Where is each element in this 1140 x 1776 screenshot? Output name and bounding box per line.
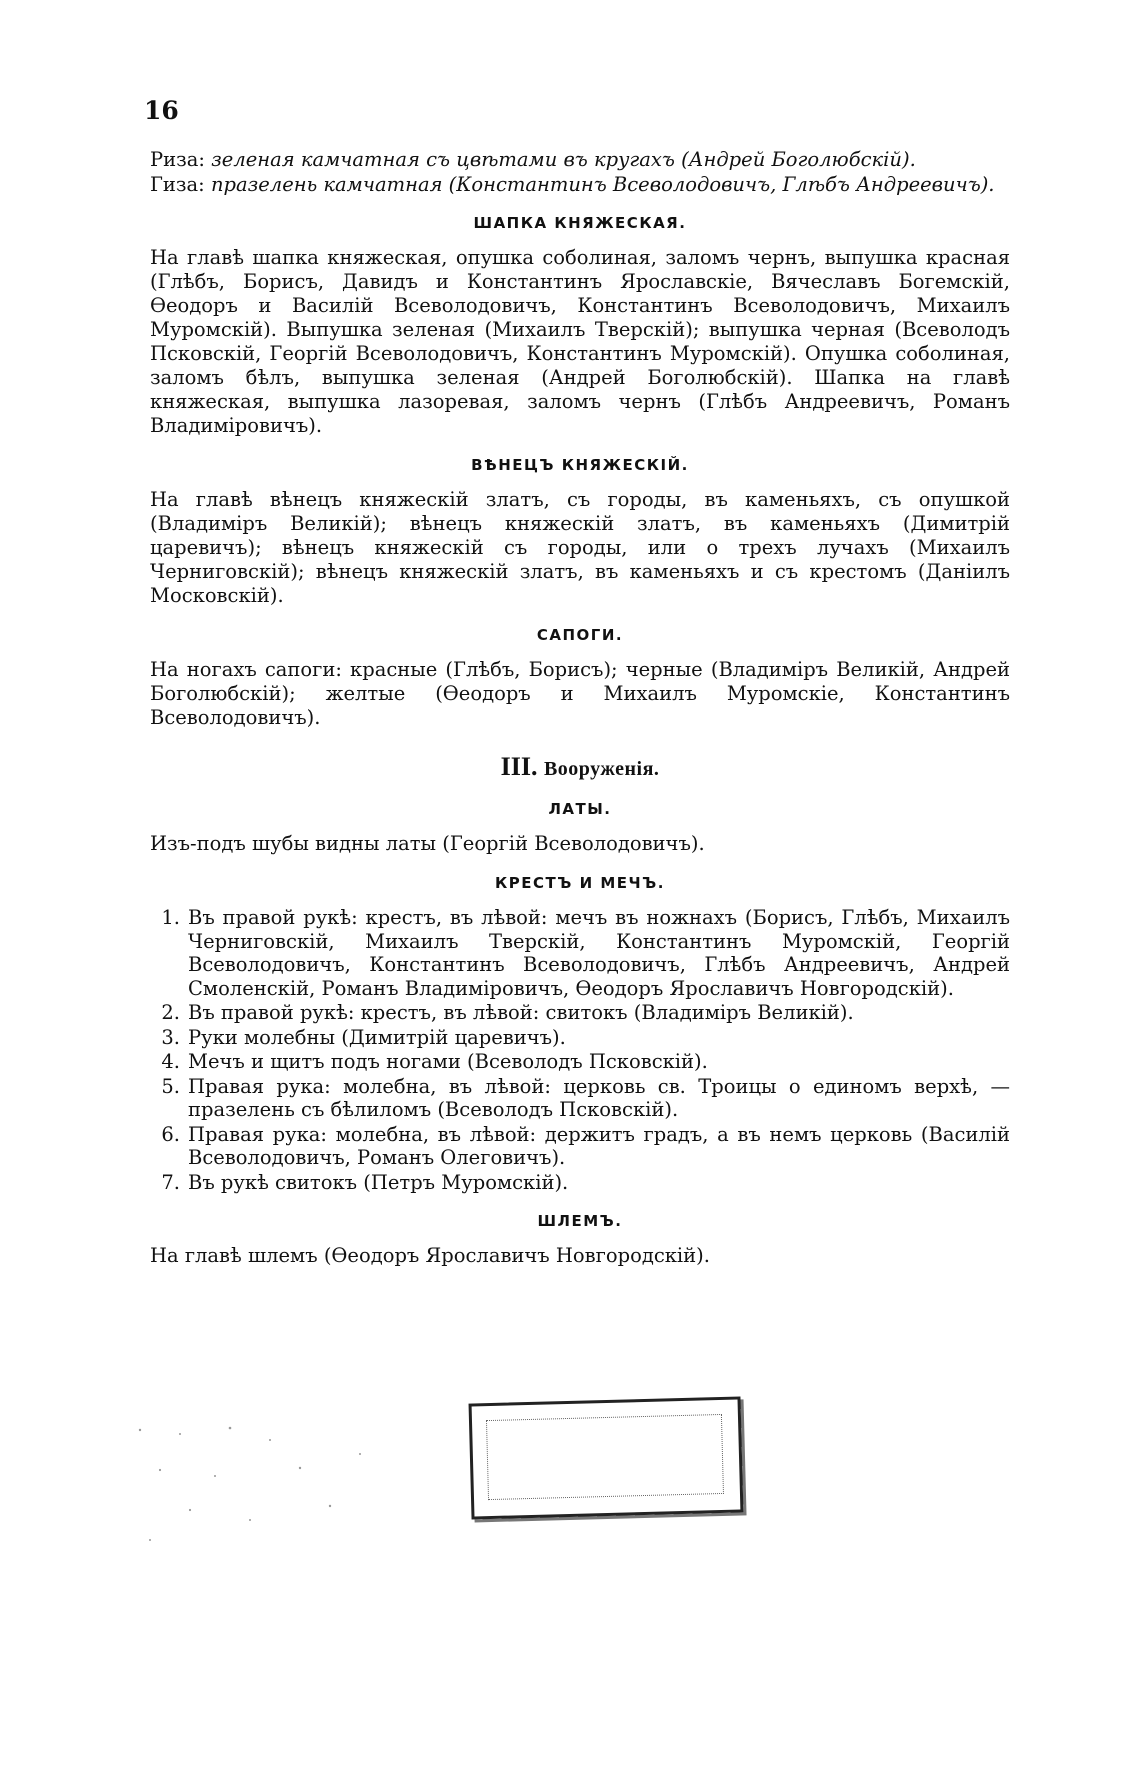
item-text: Въ рукѣ свитокъ (Петръ Муромскій). xyxy=(188,1170,569,1194)
scan-specks xyxy=(120,1410,460,1560)
item-number: 6. xyxy=(161,1122,180,1146)
list-item xyxy=(150,1001,1010,1025)
item-number: 2. xyxy=(161,1001,180,1024)
riza-label-1: Риза: xyxy=(150,148,205,171)
riza-line-1 xyxy=(150,148,1010,172)
list-item xyxy=(150,1050,1010,1074)
krest-list xyxy=(150,906,1010,1194)
item-text: Въ правой рукѣ: крестъ, въ лѣвой: свитокъ (Владиміръ Великій). xyxy=(188,1001,854,1024)
riza-line-2 xyxy=(150,173,1010,197)
chapter-title xyxy=(150,752,1010,782)
item-number: 4. xyxy=(161,1050,180,1073)
item-text: Мечъ и щитъ подъ ногами (Всеволодъ Псковскій). xyxy=(188,1050,708,1073)
paragraph-shlem: На главѣ шлемъ (Ѳеодоръ Ярославичъ Новгородскій). xyxy=(150,1244,710,1267)
heading-laty: ЛАТЫ. xyxy=(548,800,612,818)
item-number: 3. xyxy=(161,1025,180,1049)
riza-text-2: празелень камчатная (Константинъ Всеволодовичъ, Глѣбъ Андреевичъ). xyxy=(210,172,995,196)
chapter-name: Вооруженія. xyxy=(543,758,660,780)
heading-shapka: ШАПКА КНЯЖЕСКАЯ. xyxy=(473,214,687,232)
heading-shlem: ШЛЕМЪ. xyxy=(537,1212,623,1230)
heading-venets: ВѢНЕЦЪ КНЯЖЕСКІЙ. xyxy=(471,456,689,474)
paragraph-sapogi: На ногахъ сапоги: красные (Глѣбъ, Борисъ); черные (Владиміръ Великій, Андрей Боголюбскій); желтые (Ѳеодоръ и Михаилъ Муромскіе, Константинъ Всеволодовичъ). xyxy=(150,658,1010,729)
item-text: Въ правой рукѣ: крестъ, въ лѣвой: мечъ въ ножнахъ (Борисъ, Глѣбъ, Михаилъ Черниговскій, Михаилъ Тверскій, Константинъ Муромскій, Георгій Всеволодовичъ, Константинъ Всеволодовичъ, Глѣбъ Андреевичъ, Андрей Смоленскій, Романъ Владиміровичъ, Ѳеодоръ Ярославичъ Новгородскій). xyxy=(188,906,1010,1000)
page-number: 16 xyxy=(144,96,179,125)
riza-label-2: Гиза: xyxy=(150,172,205,196)
list-item xyxy=(150,1075,1010,1122)
paragraph-venets: На главѣ вѣнецъ княжескій златъ, съ городы, въ каменьяхъ, съ опушкой (Владиміръ Великій); вѣнецъ княжескій златъ, въ каменьяхъ (Димитрій царевичъ); вѣнецъ княжескій съ городы, или о трехъ лучахъ (Михаилъ Черниговскій); вѣнецъ княжескій златъ, въ каменьяхъ и съ крестомъ (Даніилъ Московскій). xyxy=(150,488,1010,607)
heading-sapogi: САПОГИ. xyxy=(536,626,624,644)
item-number: 7. xyxy=(161,1170,180,1194)
item-text: Руки молебны (Димитрій царевичъ). xyxy=(188,1025,566,1049)
item-text: Правая рука: молебна, въ лѣвой: держитъ градъ, а въ немъ церковь (Василій Всеволодовичъ, Романъ Олеговичъ). xyxy=(188,1122,1010,1169)
list-item xyxy=(150,1123,1010,1170)
heading-krest: КРЕСТЪ И МЕЧЪ. xyxy=(495,874,665,892)
item-number: 1. xyxy=(161,906,180,929)
item-number: 5. xyxy=(161,1074,180,1098)
paragraph-shapka: На главѣ шапка княжеская, опушка соболиная, заломъ чернъ, выпушка красная (Глѣбъ, Борисъ, Давидъ и Константинъ Ярославскіе, Вячеславъ Богемскій, Ѳеодоръ и Василій Всеволодовичъ, Константинъ Всеволодовичъ, Михаилъ Муромскій). Выпушка зеленая (Михаилъ Тверскій); выпушка черная (Всеволодъ Псковскій, Георгій Всеволодовичъ, Константинъ Муромскій). Опушка соболиная, заломъ бѣлъ, выпушка зеленая (Андрей Боголюбскій). Шапка на главѣ княжеская, выпушка лазоревая, заломъ чернъ (Глѣбъ Андреевичъ, Романъ Владиміровичъ). xyxy=(150,246,1010,437)
riza-text-1: зеленая камчатная съ цвѣтами въ кругахъ (Андрей Боголюбскій). xyxy=(211,148,916,171)
list-item xyxy=(150,1171,1010,1195)
chapter-numeral: III. xyxy=(500,752,538,781)
text-body xyxy=(150,148,1010,1268)
list-item xyxy=(150,1026,1010,1050)
paragraph-laty: Изъ-подъ шубы видны латы (Георгій Всеволодовичъ). xyxy=(150,832,705,855)
list-item xyxy=(150,906,1010,1000)
library-stamp xyxy=(469,1396,744,1519)
item-text: Правая рука: молебна, въ лѣвой: церковь св. Троицы о единомъ верхѣ, — празелень съ бѣлиломъ (Всеволодъ Псковскій). xyxy=(188,1074,1010,1121)
